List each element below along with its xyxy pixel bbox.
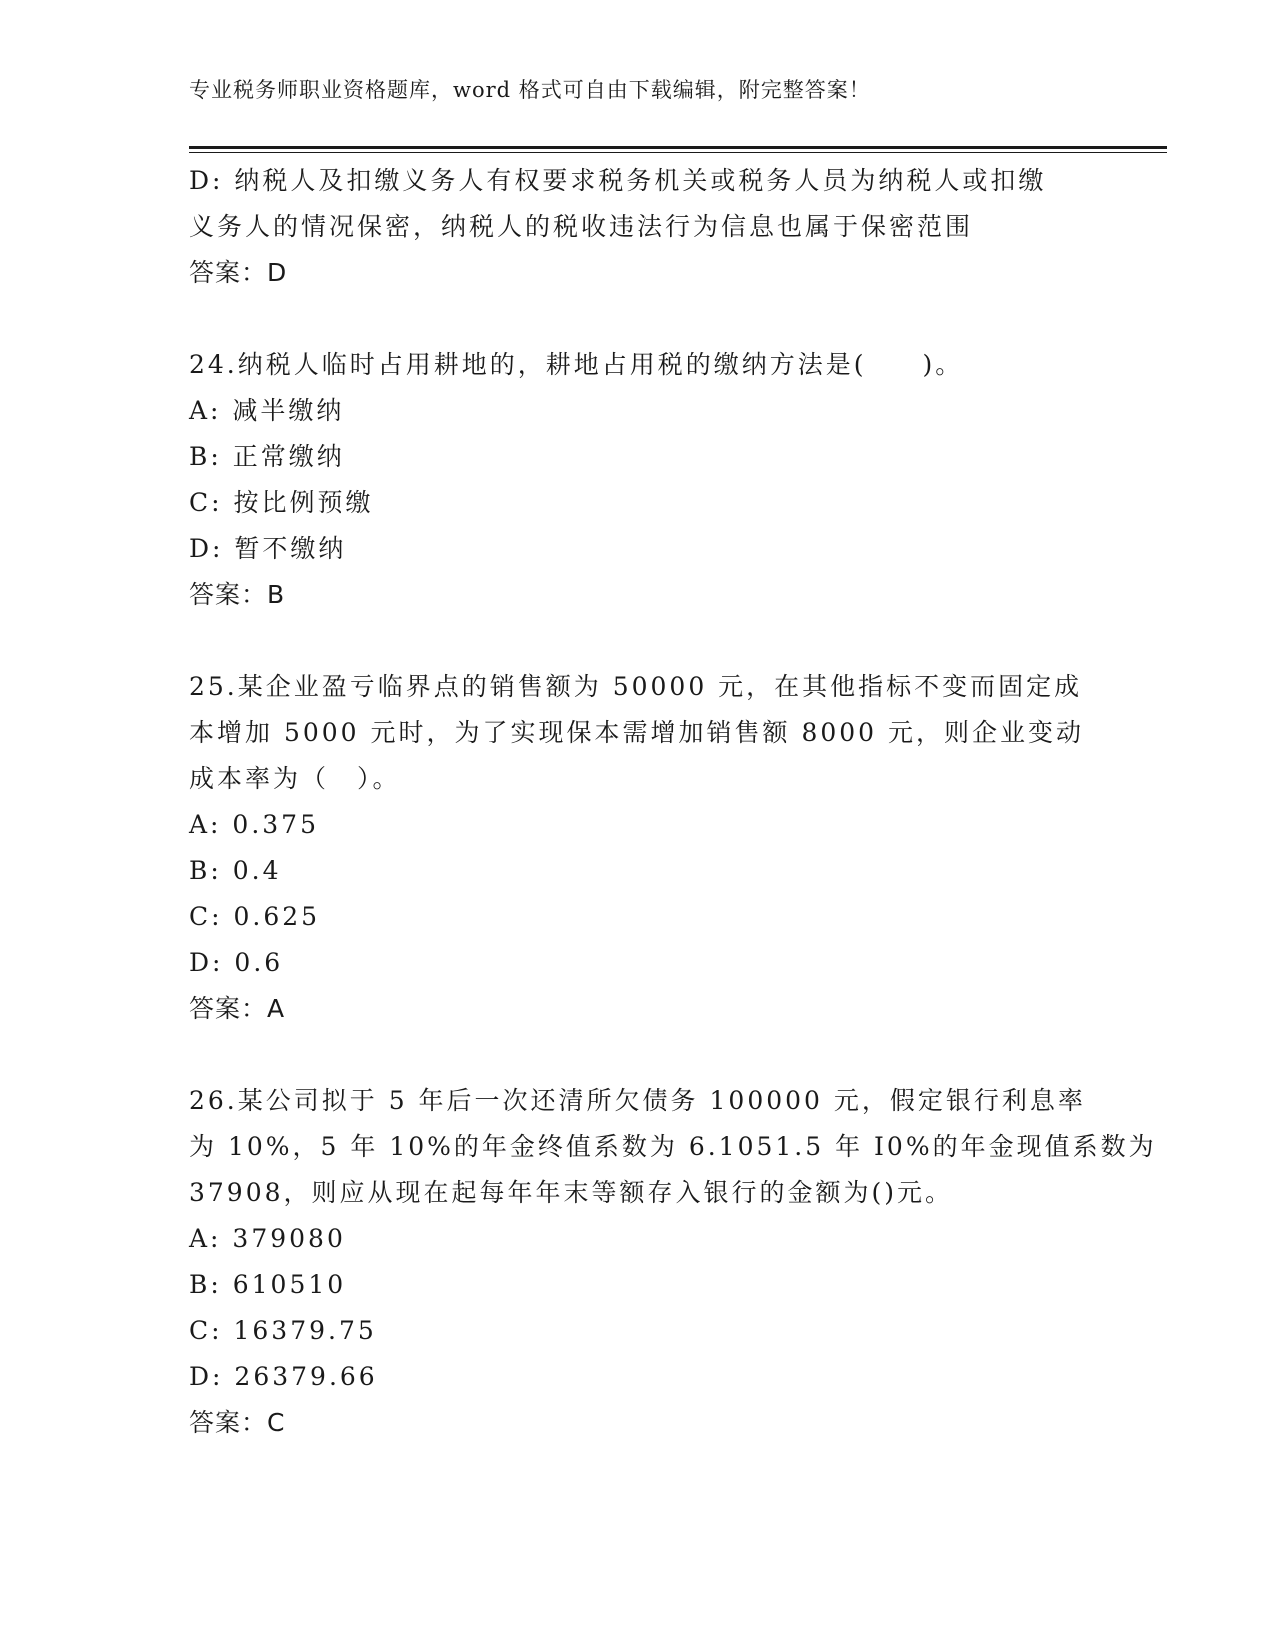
option-c: C: 按比例预缴 — [189, 488, 374, 517]
option-d-line: 义务人的情况保密，纳税人的税收违法行为信息也属于保密范围 — [189, 212, 974, 241]
answer-line: 答案：D — [189, 258, 288, 287]
question-stem: 37908，则应从现在起每年年末等额存入银行的金额为()元。 — [189, 1178, 954, 1207]
header-rule-thick — [189, 146, 1167, 149]
option-c: C: 0.625 — [189, 902, 321, 931]
question-stem: 本增加 5000 元时，为了实现保本需增加销售额 8000 元，则企业变动 — [189, 718, 1085, 747]
option-d-line: D: 纳税人及扣缴义务人有权要求税务机关或税务人员为纳税人或扣缴 — [189, 166, 1047, 195]
spacer — [189, 296, 1089, 342]
option-a: A: 379080 — [189, 1224, 346, 1253]
spacer — [189, 618, 1089, 664]
option-a: A: 0.375 — [189, 810, 319, 839]
option-b: B: 正常缴纳 — [189, 442, 345, 471]
question-stem: 26.某公司拟于 5 年后一次还清所欠债务 100000 元，假定银行利息率 — [189, 1086, 1086, 1115]
question-stem: 24.纳税人临时占用耕地的，耕地占用税的缴纳方法是( )。 — [189, 350, 964, 379]
spacer — [189, 1032, 1089, 1078]
option-b: B: 610510 — [189, 1270, 347, 1299]
option-d: D: 26379.66 — [189, 1362, 378, 1391]
option-c: C: 16379.75 — [189, 1316, 377, 1345]
option-b: B: 0.4 — [189, 856, 282, 885]
answer-line: 答案：A — [189, 994, 286, 1023]
option-a: A: 减半缴纳 — [189, 396, 345, 425]
question-block-24 — [189, 342, 1089, 618]
question-block-26 — [189, 1078, 1157, 1446]
question-block-25 — [189, 664, 1089, 1032]
option-d: D: 0.6 — [189, 948, 284, 977]
page-header: 专业税务师职业资格题库，word 格式可自由下载编辑，附完整答案！ — [189, 78, 871, 102]
question-stem: 成本率为（ ）。 — [189, 764, 401, 793]
question-stem: 为 10%，5 年 10%的年金终值系数为 6.1051.5 年 I0%的年金现值系数为 — [189, 1132, 1157, 1161]
prev-question-block — [189, 158, 1089, 296]
option-d: D: 暂不缴纳 — [189, 534, 347, 563]
header-rule-thin — [189, 152, 1167, 153]
question-content — [189, 158, 1157, 1446]
answer-line: 答案：B — [189, 580, 286, 609]
question-stem: 25.某企业盈亏临界点的销售额为 50000 元，在其他指标不变而固定成 — [189, 672, 1083, 701]
answer-line: 答案：C — [189, 1408, 286, 1437]
